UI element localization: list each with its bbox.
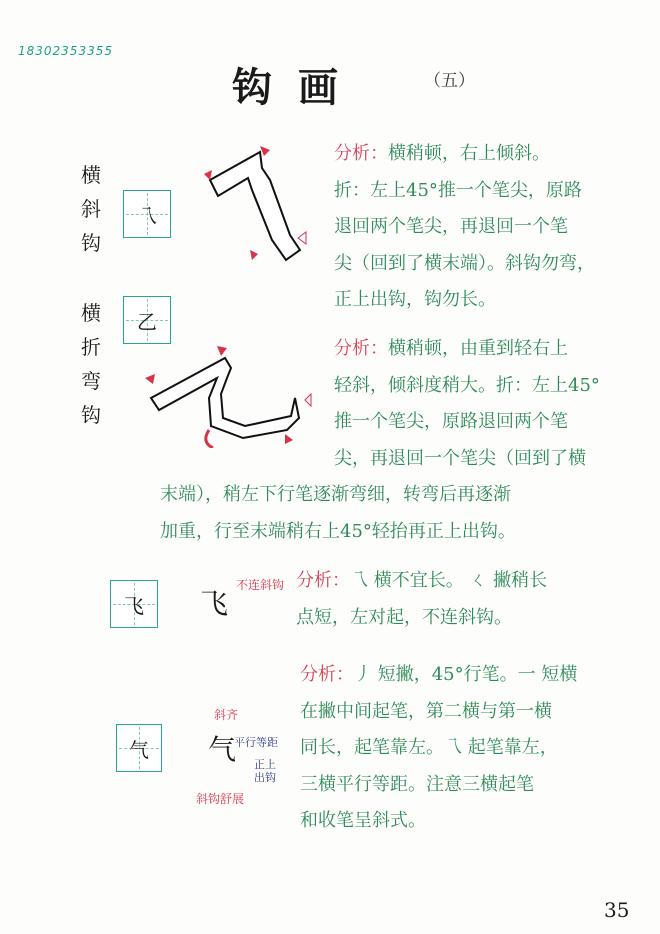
annotation-note: 斜齐 [214,708,239,722]
page-title: 钩画 [232,64,364,111]
example-char: 飞 [200,587,229,620]
annotation-note: 不连斜钩 [236,578,285,592]
practice-box: 乙 [123,296,171,344]
section-label: 横斜钩 [81,163,101,255]
annotation-note: 斜钩舒展 [196,792,245,806]
page-subtitle: （五） [424,71,475,91]
practice-box: 乁 [123,190,171,238]
section-label: 横折弯钩 [81,301,101,427]
arrow-icon [217,346,227,356]
page-number: 35 [604,898,630,922]
phone-number: 18302353355 [18,44,113,58]
curve-arrow-icon [206,430,213,448]
analysis-text: 分析：横稍顿，由重到轻右上 轻斜，倾斜度稍大。折：左上45° 推一个笔尖，原路退回两个笔 尖，再退回一个笔尖（回到了横 [334,338,600,469]
annotation-note: 平行等距 [234,736,278,749]
analysis-text: 分析：横稍顿，右上倾斜。 折：左上45°推一个笔尖，原路 退回两个笔尖，再退回一个笔 尖（回到了横末端）。斜钩勿弯， 正上出钩，钩勿长。 [334,143,595,310]
arrow-icon [145,374,155,384]
stroke-diagram-hengzhewangou [145,338,315,448]
analysis-text: 分析：乁 横不宜长。 ㄑ 撇稍长 点短，左对起，不连斜钩。 [296,570,548,628]
example-char: 气 [208,733,237,766]
arrow-icon [250,250,258,260]
arrow-icon [298,232,306,244]
practice-box: 飞 [110,580,158,628]
annotation-note: 正上出钩 [254,758,276,784]
stroke-diagram-hengxiegou [200,140,320,270]
analysis-text: 分析：丿 短撇，45°行笔。一 短横 在撇中间起笔，第二横与第一横 同长，起笔靠左。乁 起笔靠左， 三横平行等距。注意三横起笔 和收笔呈斜式。 [300,664,578,831]
arrow-icon [305,394,311,406]
arrow-icon [260,146,270,156]
analysis-text-continued: 末端），稍左下行笔逐渐弯细，转弯后再逐渐 加重，行至末端稍右上45°轻抬再正上出钩。 [160,484,516,542]
arrow-icon [285,434,293,444]
practice-box: 气 [116,724,162,772]
